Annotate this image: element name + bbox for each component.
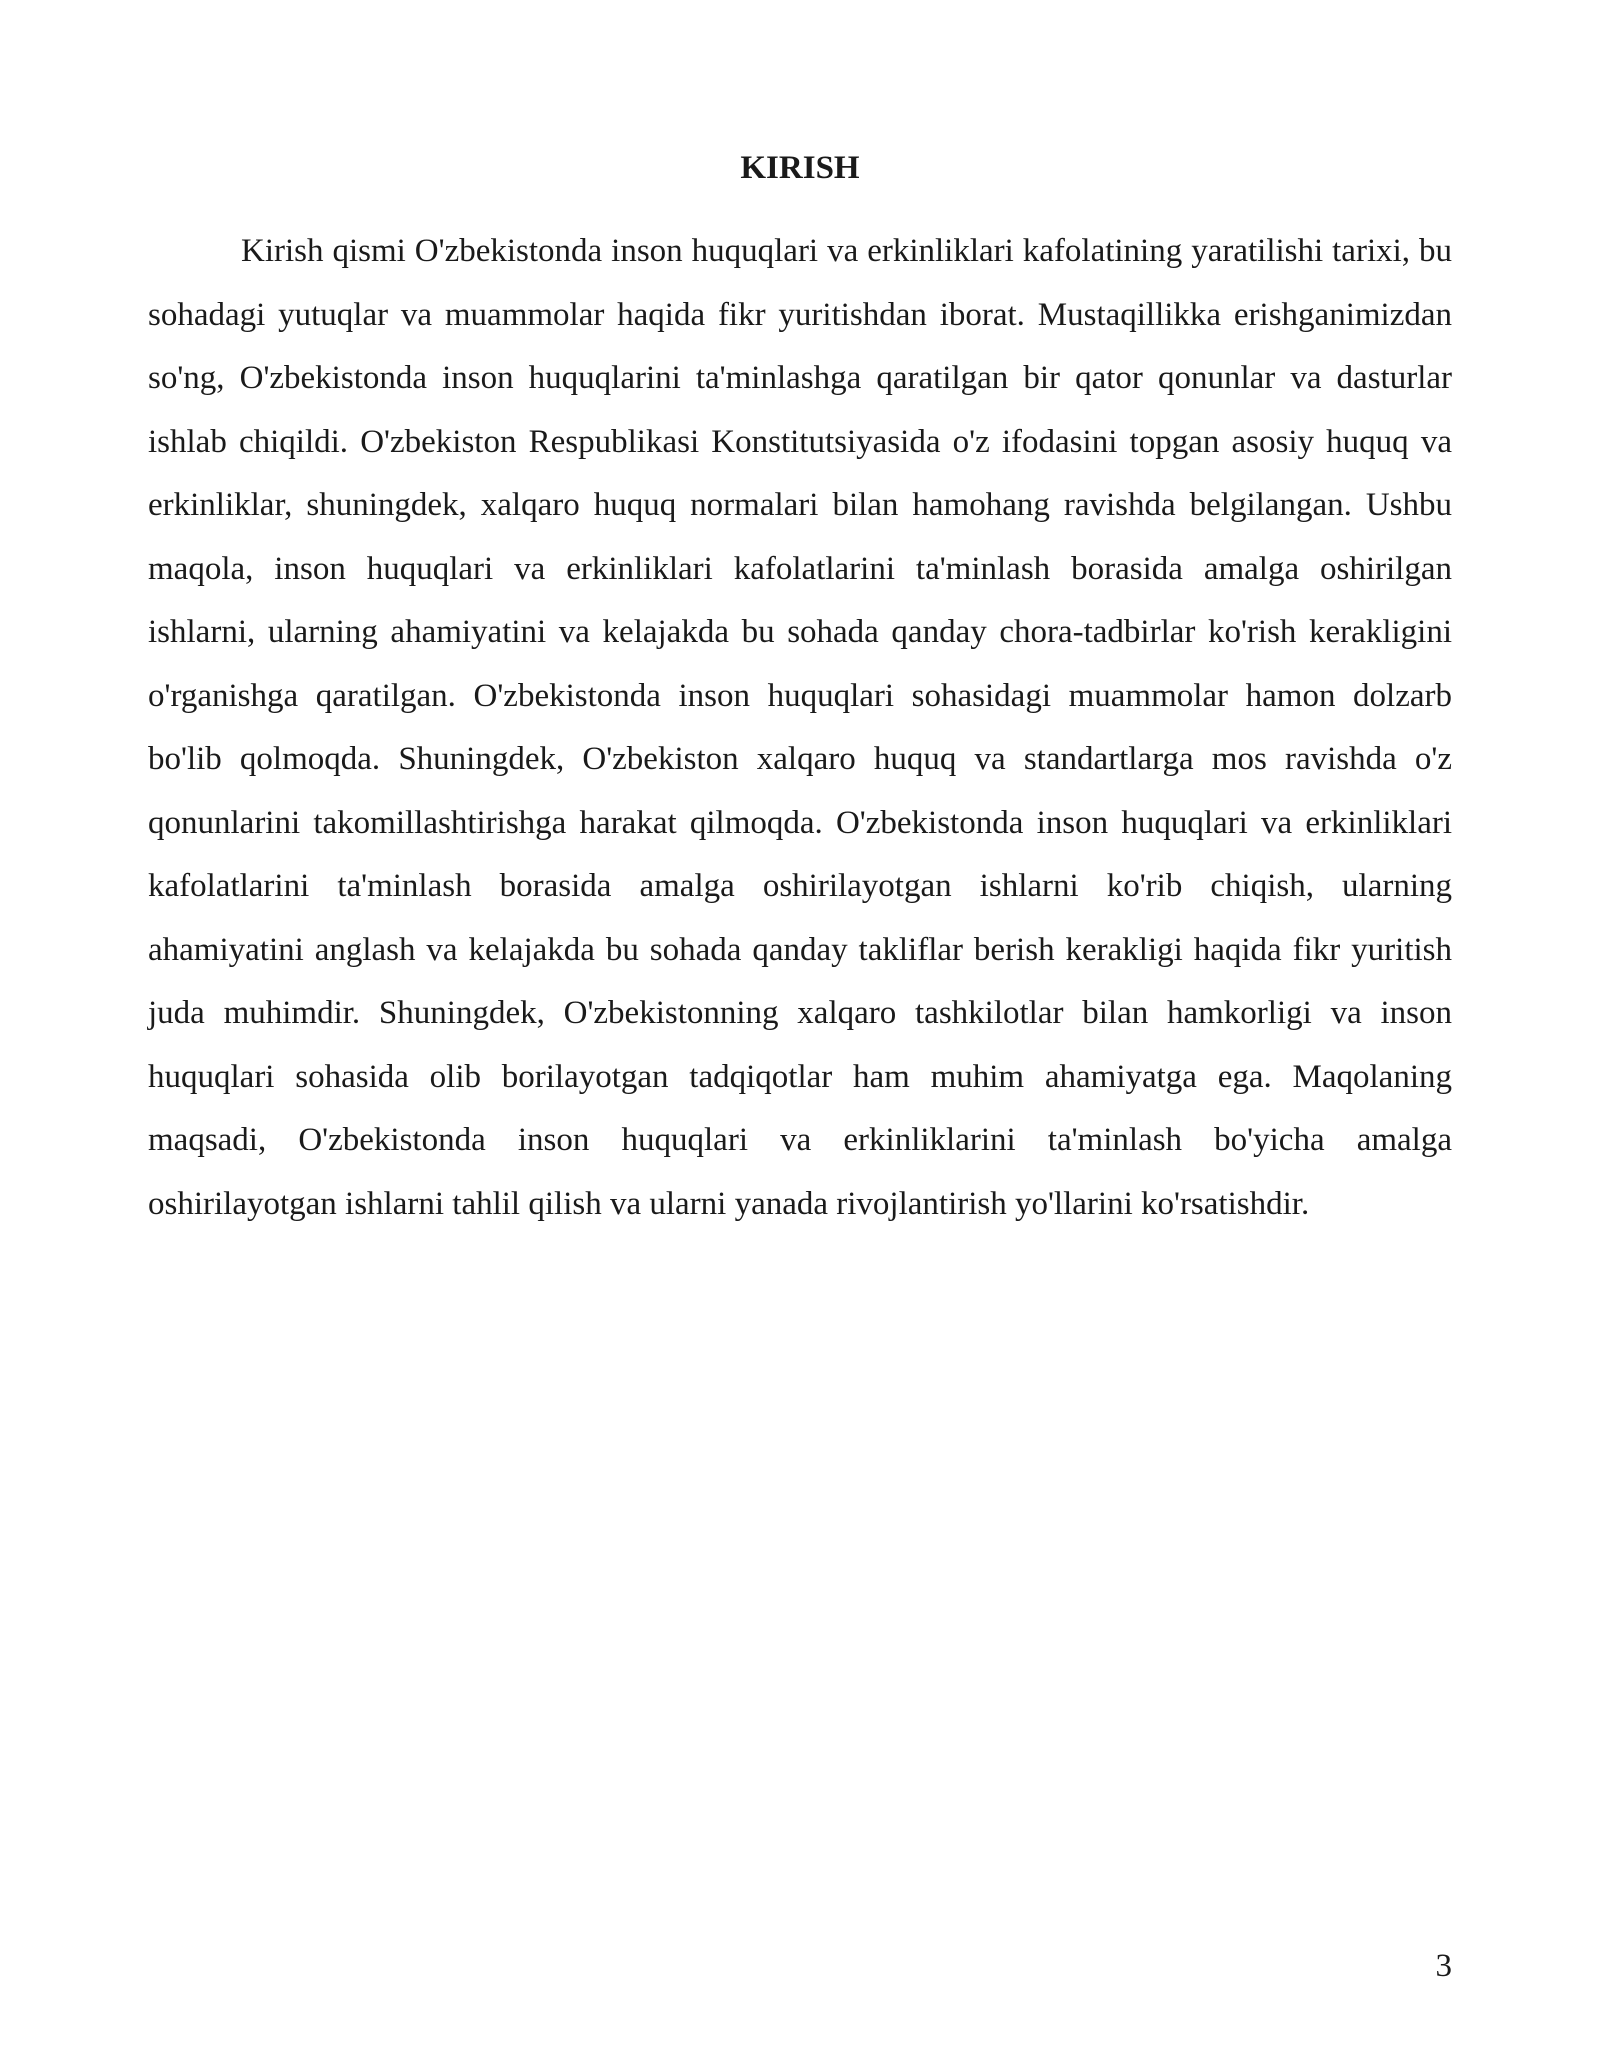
body-paragraph: Kirish qismi O'zbekistonda inson huquqlari va erkinliklari kafolatining yaratilishi tarixi, bu sohadagi yutuqlar va muammolar haqida fikr yuritishdan iborat. Mustaqillikka erishganimizdan so'ng, O'zbekistonda inson huquqlarini ta'minlashga qaratilgan bir qator qonunlar va dasturlar ishlab chiqildi. O'zbekiston Respublikasi Konstitutsiyasida o'z ifodasini topgan asosiy huquq va erkinliklar, shuningdek, xalqaro huquq normalari bilan hamohang ravishda belgilangan. Ushbu maqola, inson huquqlari va erkinliklari kafolatlarini ta'minlash borasida amalga oshirilgan ishlarni, ularning ahamiyatini va kelajakda bu sohada qanday chora-tadbirlar ko'rish kerakligini o'rganishga qaratilgan. O'zbekistonda inson huquqlari sohasidagi muammolar hamon dolzarb bo'lib qolmoqda. Shuningdek, O'zbekiston xalqaro huquq va standartlarga mos ravishda o'z qonunlarini takomillashtirishga harakat qilmoqda. O'zbekistonda inson huquqlari va erkinliklari kafolatlarini ta'minlash borasida amalga oshirilayotgan ishlarni ko'rib chiqish, ularning ahamiyatini anglash va kelajakda bu sohada qanday takliflar berish kerakligi haqida fikr yuritish juda muhimdir. Shuningdek, O'zbekistonning xalqaro tashkilotlar bilan hamkorligi va inson huquqlari sohasida olib borilayotgan tadqiqotlar ham muhim ahamiyatga ega. Maqolaning maqsadi, O'zbekistonda inson huquqlari va erkinliklarini ta'minlash bo'yicha amalga oshirilayotgan ishlarni tahlil qilish va ularni yanada rivojlantirish yo'llarini ko'rsatishdir.	[148, 233, 1452, 1222]
section-heading: KIRISH	[740, 150, 860, 186]
page-number: 3	[1435, 1948, 1452, 1984]
